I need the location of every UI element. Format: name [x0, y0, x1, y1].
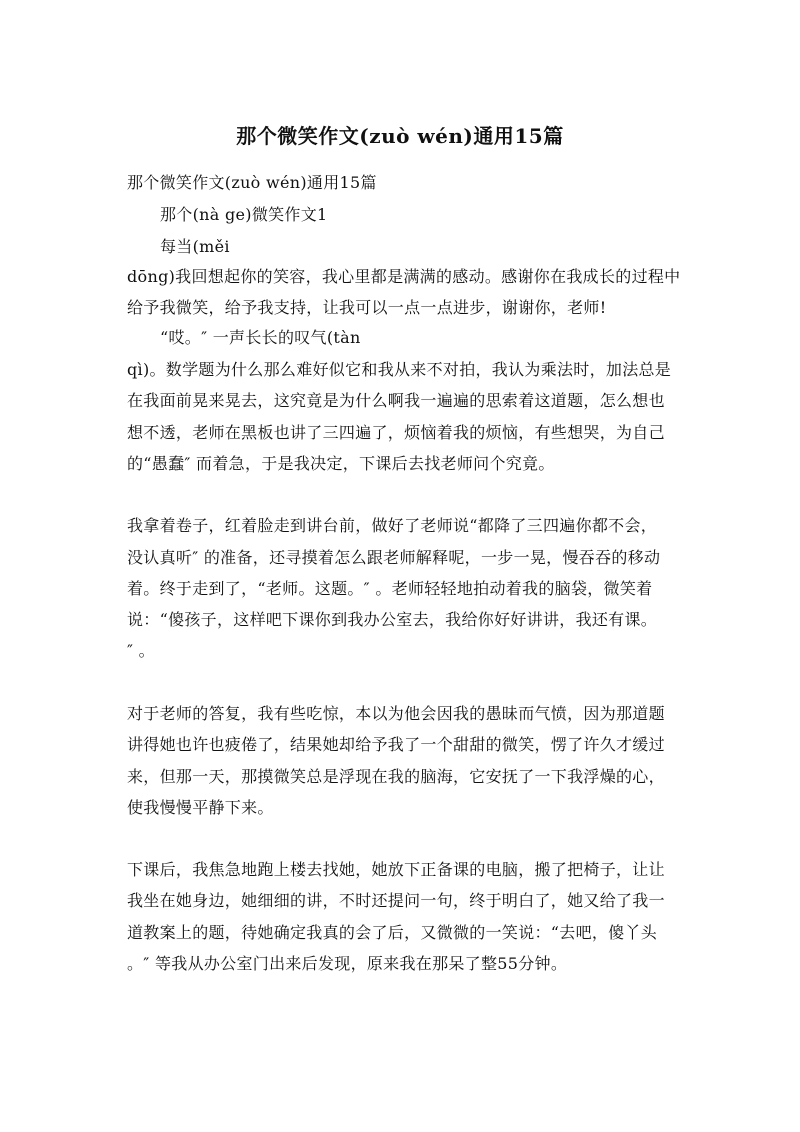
essay-heading: 那个(nà ge)微笑作文1: [160, 205, 328, 224]
text-line: dōng)我回想起你的笑容，我心里都是满满的感动。感谢你在我成长的过程中: [127, 267, 681, 286]
text-line: 。″ 等我从办公室门出来后发现，原来我在那呆了整55分钟。: [127, 954, 568, 973]
text-line: 对于老师的答复，我有些吃惊，本以为他会因我的愚昧而气愤，因为那道题: [127, 704, 665, 723]
text-line: 我坐在她身边，她细细的讲，不时还提问一句，终于明白了，她又给了我一: [127, 891, 665, 910]
text-line: 的“愚蠢″ 而着急，于是我决定，下课后去找老师问个究竟。: [127, 454, 555, 473]
text-line: 道教案上的题，待她确定我真的会了后，又微微的一笑说：“去吧，傻丫头: [127, 923, 658, 942]
text-line: 讲得她也许也疲倦了，结果她却给予我了一个甜甜的微笑，愣了许久才缓过: [127, 735, 665, 754]
text-line: 给予我微笑，给予我支持，让我可以一点一点进步，谢谢你，老师!: [127, 298, 607, 317]
text-line: 说：“傻孩子，这样吧下课你到我办公室去，我给你好好讲讲，我还有课。: [127, 610, 658, 629]
document-title: 那个微笑作文(zuò wén)通用15篇: [236, 124, 564, 148]
text-line: qì)。数学题为什么那么难好似它和我从来不对拍，我认为乘法时，加法总是: [127, 360, 672, 379]
text-line: 来，但那一天，那摸微笑总是浮现在我的脑海，它安抚了一下我浮燥的心，: [127, 767, 665, 786]
text-line: 在我面前晃来晃去，这究竟是为什么啊我一遍遍的思索着这道题，怎么想也: [127, 391, 665, 410]
subtitle-line: 那个微笑作文(zuò wén)通用15篇: [127, 173, 377, 192]
text-line: ″ 。: [127, 641, 155, 660]
text-line: 每当(měi: [160, 237, 230, 256]
text-line: 想不透，老师在黑板也讲了三四遍了，烦恼着我的烦恼，有些想哭，为自己: [127, 423, 665, 442]
text-line: 着。终于走到了，“老师。这题。″ 。老师轻轻地拍动着我的脑袋，微笑着: [127, 579, 653, 598]
text-line: “哎。″ 一声长长的叹气(tàn: [160, 328, 361, 347]
text-line: 我拿着卷子，红着脸走到讲台前，做好了老师说“都降了三四遍你都不会，: [127, 516, 658, 535]
text-line: 没认真听″ 的准备，还寻摸着怎么跟老师解释呢，一步一晃，慢吞吞的移动: [127, 548, 661, 567]
text-line: 下课后，我焦急地跑上楼去找她，她放下正备课的电脑，搬了把椅子，让让: [127, 860, 665, 879]
text-line: 使我慢慢平静下来。: [127, 798, 274, 817]
